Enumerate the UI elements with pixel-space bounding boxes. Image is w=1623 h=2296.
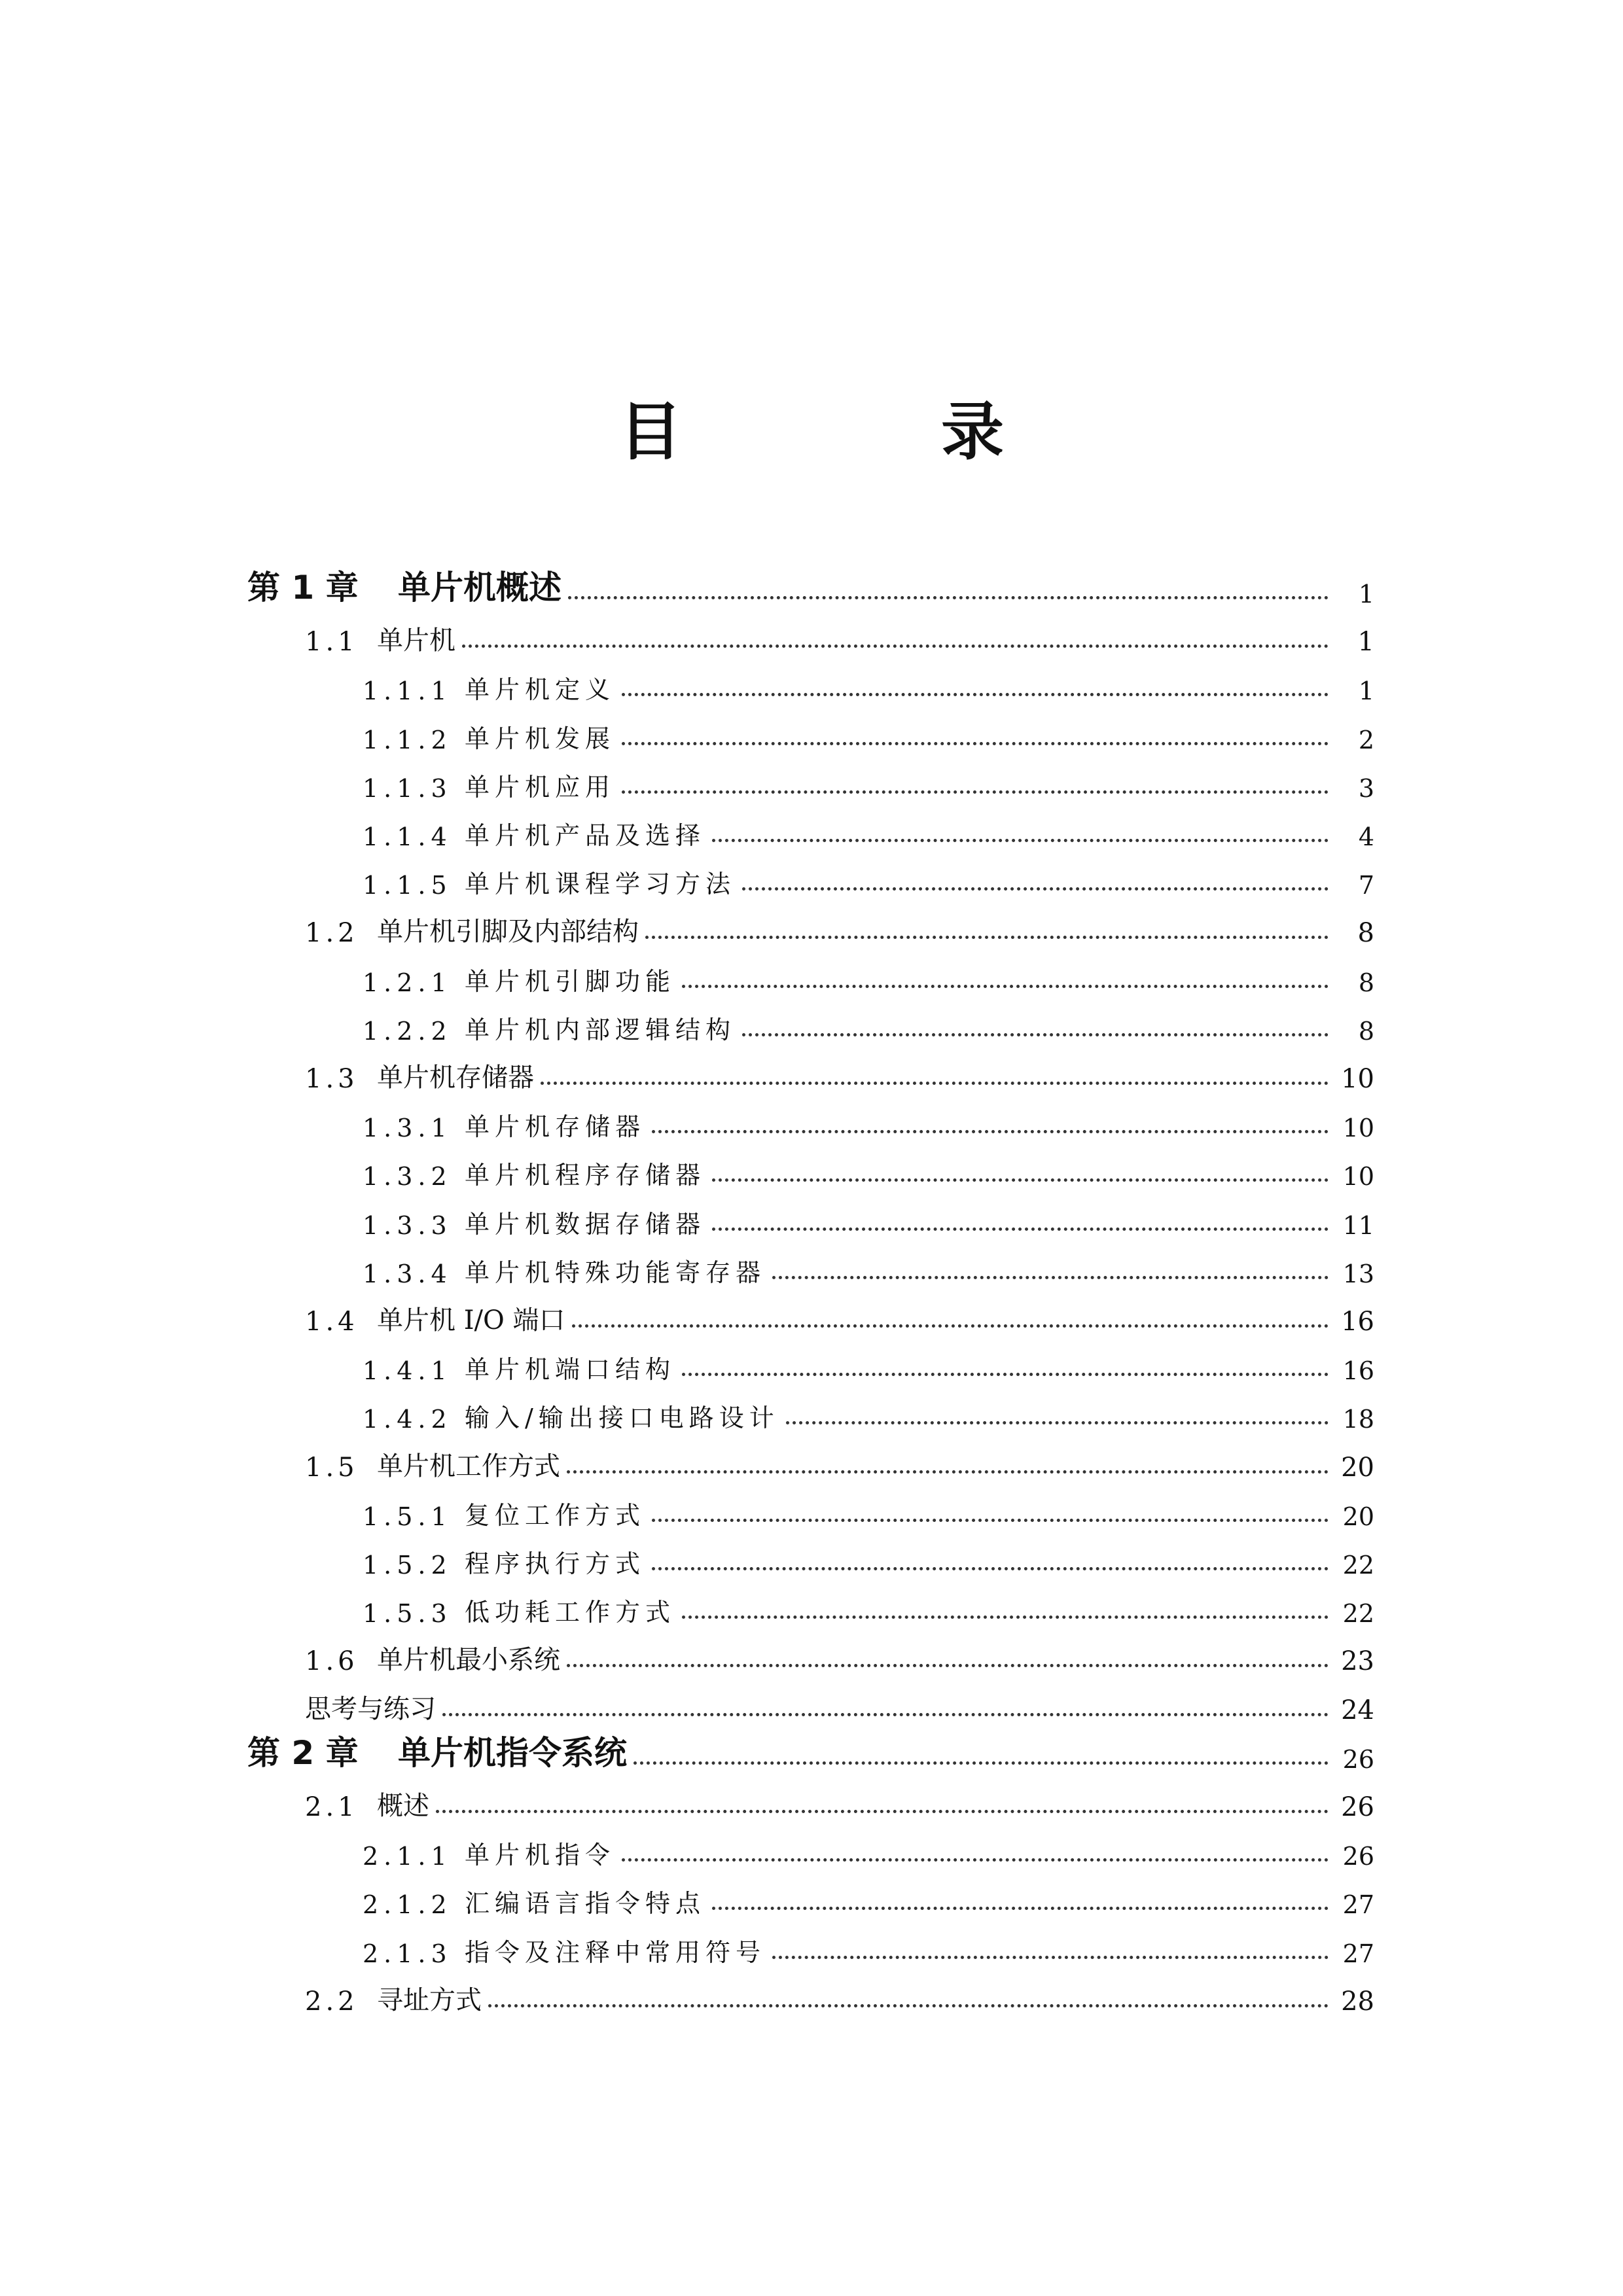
toc-entry-number: 1.2.2	[363, 1016, 452, 1046]
toc-entry-number: 1.3.2	[363, 1162, 452, 1192]
dot-leader	[772, 1276, 1329, 1279]
toc-entry-title: 单片机引脚及内部结构	[377, 917, 639, 947]
toc-entry-number: 第 1 章	[247, 569, 359, 607]
toc-entry-number: 1.6	[305, 1646, 359, 1677]
toc-entry-page-number: 26	[1342, 1842, 1374, 1871]
dot-leader	[568, 596, 1329, 599]
toc-entry-number: 1.4	[305, 1307, 359, 1337]
toc-entry-page-number: 8	[1358, 1016, 1374, 1046]
dot-leader	[567, 1664, 1329, 1667]
toc-entry-page-number: 1	[1358, 580, 1374, 609]
dot-leader	[682, 1616, 1329, 1619]
toc-entry-subsection[interactable]	[0, 713, 1623, 754]
toc-entry-page-number: 13	[1342, 1259, 1374, 1288]
toc-entry-number: 1.3.3	[363, 1210, 452, 1240]
dot-leader	[572, 1324, 1329, 1328]
toc-entry-subsection[interactable]	[0, 1149, 1623, 1191]
toc-entry-number: 2.1.2	[363, 1890, 452, 1920]
toc-entry-page-number: 22	[1342, 1551, 1374, 1580]
toc-entry-number: 1.1.1	[363, 677, 452, 706]
toc-entry-section[interactable]	[0, 1975, 1623, 2017]
toc-entry-page-number: 24	[1341, 1695, 1374, 1725]
toc-entry-number: 1.1	[305, 627, 359, 658]
toc-entry-chapter[interactable]	[0, 567, 1623, 609]
toc-entry-number: 1.5.2	[363, 1551, 452, 1580]
toc-entry-title: 汇编语言指令特点	[465, 1889, 706, 1918]
toc-entry-subsection[interactable]	[0, 1004, 1623, 1046]
toc-entry-number: 1.5	[305, 1452, 359, 1483]
toc-entry-subsection[interactable]	[0, 858, 1623, 900]
dot-leader	[712, 1907, 1329, 1910]
toc-entry-number: 1.1.3	[363, 773, 452, 803]
toc-entry-page-number: 16	[1341, 1307, 1374, 1337]
toc-entry-title: 单片机最小系统	[377, 1645, 560, 1676]
toc-entry-number: 1.4.2	[363, 1405, 452, 1434]
toc-entry-page-number: 22	[1342, 1599, 1374, 1629]
toc-entry-title: 单片机工作方式	[377, 1451, 560, 1481]
page-title: 目 录	[619, 395, 1102, 468]
toc-entry-title: 单片机	[377, 626, 455, 656]
toc-entry-page-number: 10	[1342, 1114, 1374, 1143]
toc-entry-page-number: 27	[1342, 1939, 1374, 1968]
toc-entry-section[interactable]	[0, 1295, 1623, 1337]
dot-leader	[712, 1178, 1329, 1182]
dot-leader	[622, 693, 1329, 696]
dot-leader	[462, 645, 1329, 648]
toc-entry-page-number: 26	[1341, 1792, 1374, 1822]
dot-leader	[645, 936, 1329, 939]
toc-entry-title: 单片机发展	[465, 724, 616, 753]
toc-entry-subsection[interactable]	[0, 761, 1623, 803]
dot-leader	[786, 1421, 1329, 1424]
toc-entry-title: 单片机内部逻辑结构	[465, 1015, 736, 1044]
toc-entry-title: 单片机概述	[398, 569, 562, 607]
toc-entry-number: 1.3.4	[363, 1259, 452, 1288]
toc-entry-subsection[interactable]	[0, 1198, 1623, 1240]
toc-entry-number: 2.1.1	[363, 1842, 452, 1871]
toc-entry-number: 1.4.1	[363, 1356, 452, 1386]
toc-entry-page-number: 2	[1358, 725, 1374, 754]
dot-leader	[652, 1519, 1329, 1522]
dot-leader	[622, 742, 1329, 745]
toc-entry-page-number: 1	[1357, 627, 1374, 658]
dot-leader	[567, 1470, 1329, 1474]
toc-entry-subsection[interactable]	[0, 1101, 1623, 1142]
toc-entry-page-number: 28	[1341, 1986, 1374, 2017]
toc-entry-number: 1.2.1	[363, 968, 452, 997]
toc-entry-page-number: 20	[1341, 1452, 1374, 1483]
toc-entry-subsection[interactable]	[0, 1926, 1623, 1968]
toc-entry-title: 单片机指令系统	[398, 1733, 627, 1772]
toc-entry-number: 1.1.5	[363, 871, 452, 900]
toc-entry-section[interactable]	[0, 906, 1623, 948]
dot-leader	[742, 1033, 1329, 1036]
toc-entry-subsection[interactable]	[0, 1392, 1623, 1434]
toc-entry-title: 单片机存储器	[377, 1063, 534, 1093]
toc-entry-section[interactable]	[0, 1780, 1623, 1822]
dot-leader	[633, 1761, 1329, 1765]
toc-entry-subsection[interactable]	[0, 955, 1623, 997]
toc-entry-exercise[interactable]	[0, 1684, 1623, 1725]
dot-leader	[772, 1956, 1329, 1959]
toc-entry-number: 1.3.1	[363, 1114, 452, 1143]
toc-entry-subsection[interactable]	[0, 1538, 1623, 1580]
dot-leader	[541, 1082, 1329, 1085]
dot-leader	[682, 985, 1329, 988]
toc-entry-title: 单片机指令	[465, 1841, 616, 1870]
toc-entry-subsection[interactable]	[0, 809, 1623, 851]
toc-entry-title: 单片机 I/O 端口	[377, 1305, 565, 1335]
toc-entry-title: 思考与练习	[305, 1693, 436, 1724]
toc-entry-page-number: 8	[1357, 918, 1374, 949]
dot-leader	[442, 1713, 1329, 1716]
toc-entry-page-number: 7	[1358, 871, 1374, 900]
toc-entry-page-number: 18	[1342, 1405, 1374, 1434]
toc-entry-page-number: 8	[1358, 968, 1374, 997]
toc-entry-page-number: 26	[1342, 1744, 1374, 1774]
toc-entry-section[interactable]	[0, 1634, 1623, 1676]
toc-entry-subsection[interactable]	[0, 1877, 1623, 1919]
toc-entry-number: 2.1	[305, 1792, 359, 1822]
toc-entry-title: 概述	[377, 1791, 429, 1821]
dot-leader	[682, 1373, 1329, 1376]
toc-entry-number: 2.2	[305, 1986, 359, 2017]
toc-entry-title: 单片机定义	[465, 675, 616, 705]
dot-leader	[488, 2004, 1329, 2007]
dot-leader	[622, 1858, 1329, 1862]
toc-entry-page-number: 10	[1342, 1162, 1374, 1192]
dot-leader	[742, 887, 1329, 891]
toc-entry-number: 1.1.4	[363, 822, 452, 851]
toc-entry-number: 1.3	[305, 1064, 359, 1094]
toc-entry-subsection[interactable]	[0, 1343, 1623, 1385]
toc-entry-title: 单片机特殊功能寄存器	[465, 1258, 766, 1287]
toc-entry-page-number: 23	[1341, 1646, 1374, 1677]
toc-entry-title: 单片机存储器	[465, 1112, 646, 1142]
toc-entry-title: 指令及注释中常用符号	[465, 1937, 766, 1967]
toc-entry-page-number: 3	[1358, 773, 1374, 803]
toc-entry-title: 寻址方式	[377, 1985, 482, 2015]
toc-entry-number: 1.2	[305, 918, 359, 949]
toc-entry-title: 单片机课程学习方法	[465, 870, 736, 899]
toc-entry-section[interactable]	[0, 1441, 1623, 1483]
toc-entry-number: 第 2 章	[247, 1733, 359, 1772]
toc-entry-subsection[interactable]	[0, 1829, 1623, 1871]
toc-entry-title: 输入/输出接口电路设计	[465, 1404, 779, 1433]
toc-entry-page-number: 4	[1358, 822, 1374, 851]
toc-entry-title: 单片机产品及选择	[465, 821, 706, 850]
toc-entry-number: 1.5.3	[363, 1599, 452, 1629]
toc-entry-number: 2.1.3	[363, 1939, 452, 1968]
toc-entry-page-number: 10	[1341, 1064, 1374, 1094]
dot-leader	[712, 1227, 1329, 1231]
toc-entry-subsection[interactable]	[0, 1489, 1623, 1531]
toc-entry-page-number: 16	[1342, 1356, 1374, 1386]
toc-entry-title: 单片机应用	[465, 772, 616, 802]
toc-entry-chapter[interactable]	[0, 1732, 1623, 1774]
dot-leader	[652, 1567, 1329, 1570]
toc-entry-subsection[interactable]	[0, 1586, 1623, 1628]
toc-entry-page-number: 11	[1342, 1210, 1374, 1240]
toc-entry-subsection[interactable]	[0, 1246, 1623, 1288]
toc-entry-title: 低功耗工作方式	[465, 1598, 676, 1627]
toc-entry-page-number: 1	[1358, 677, 1374, 706]
toc-entry-title: 程序执行方式	[465, 1549, 646, 1578]
toc-entry-title: 单片机数据存储器	[465, 1209, 706, 1239]
toc-entry-page-number: 20	[1342, 1502, 1374, 1531]
toc-entry-subsection[interactable]	[0, 663, 1623, 705]
toc-entry-title: 单片机引脚功能	[465, 966, 676, 996]
dot-leader	[622, 790, 1329, 794]
dot-leader	[652, 1130, 1329, 1133]
dot-leader	[712, 839, 1329, 842]
toc-entry-section[interactable]	[0, 1052, 1623, 1094]
toc-entry-number: 1.1.2	[363, 725, 452, 754]
toc-entry-section[interactable]	[0, 615, 1623, 657]
toc-entry-title: 复位工作方式	[465, 1500, 646, 1530]
toc-entry-number: 1.5.1	[363, 1502, 452, 1531]
toc-entry-title: 单片机端口结构	[465, 1355, 676, 1385]
dot-leader	[436, 1810, 1329, 1813]
toc-entry-page-number: 27	[1342, 1890, 1374, 1920]
toc-entry-title: 单片机程序存储器	[465, 1161, 706, 1190]
